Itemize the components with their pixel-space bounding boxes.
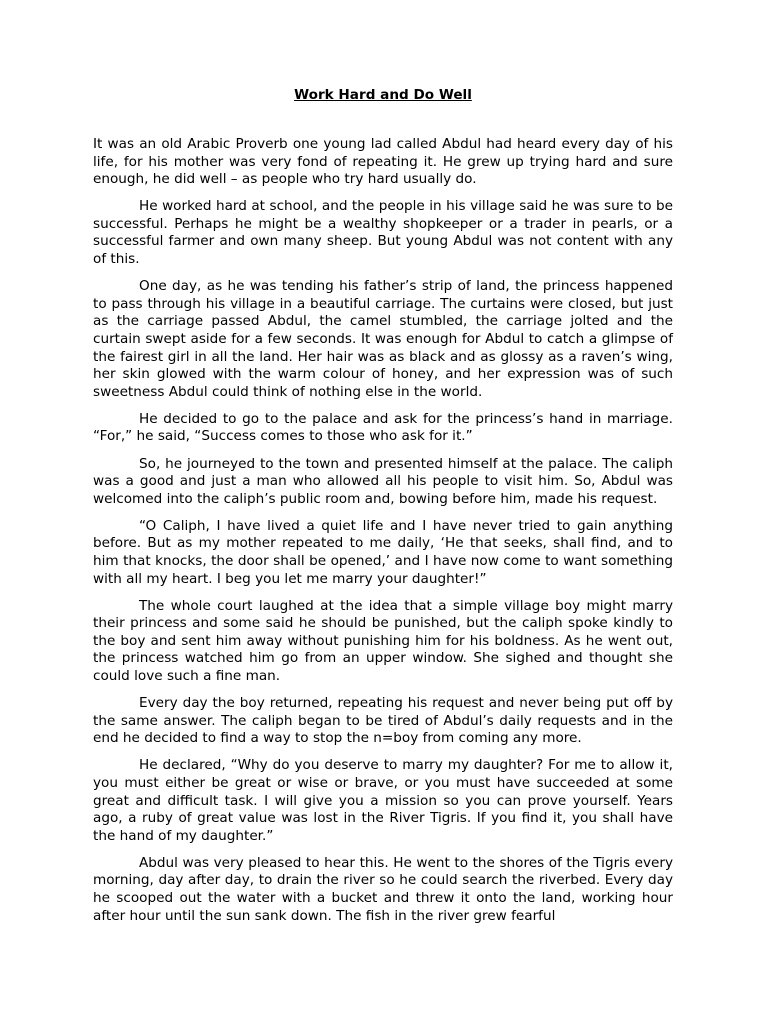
document-title: Work Hard and Do Well: [294, 87, 472, 103]
paragraph: Every day the boy returned, repeating his request and never being put off by the same answer. The caliph began to be tired of Abdul’s daily requests and in the end he decided to find a way to stop the n=boy from coming any more.: [93, 695, 673, 747]
paragraph: “O Caliph, I have lived a quiet life and I have never tried to gain anything before. But as my mother repeated to me daily, ‘He that seeks, shall find, and to him that knocks, the door shall be opened,’ and I have now come to want something with all my heart. I beg you let me marry your daughter!”: [93, 517, 673, 587]
paragraph: One day, as he was tending his father’s strip of land, the princess happened to pass through his village in a beautiful carriage. The curtains were closed, but just as the carriage passed Abdul, the camel stumbled, the carriage jolted and the curtain swept aside for a few seconds. It was enough for Abdul to catch a glimpse of the fairest girl in all the land. Her hair was as black and as glossy as a raven’s wing, her skin glowed with the warm colour of honey, and her expression was of such sweetness Abdul could think of nothing else in the world.: [93, 278, 673, 400]
paragraph: The whole court laughed at the idea that a simple village boy might marry their princess and some said he should be punished, but the caliph spoke kindly to the boy and sent him away without punishing him for his boldness. As he went out, the princess watched him go from an upper window. She sighed and thought she could love such a fine man.: [93, 597, 673, 685]
document-page: [93, 86, 673, 935]
paragraph: He worked hard at school, and the people in his village said he was sure to be successful. Perhaps he might be a wealthy shopkeeper or a trader in pearls, or a successful farmer and own many sheep. But young Abdul was not content with any of this.: [93, 198, 673, 268]
paragraph: So, he journeyed to the town and presented himself at the palace. The caliph was a good and just a man who allowed all his people to visit him. So, Abdul was welcomed into the caliph’s public room and, bowing before him, made his request.: [93, 455, 673, 507]
paragraph: Abdul was very pleased to hear this. He went to the shores of the Tigris every morning, day after day, to drain the river so he could search the riverbed. Every day he scooped out the water with a bucket and threw it onto the land, working hour after hour until the sun sank down. The fish in the river grew fearful: [93, 854, 673, 924]
paragraph: He decided to go to the palace and ask for the princess’s hand in marriage. “For,” he said, “Success comes to those who ask for it.”: [93, 410, 673, 445]
paragraph: It was an old Arabic Proverb one young lad called Abdul had heard every day of his life, for his mother was very fond of repeating it. He grew up trying hard and sure enough, he did well – as people who try hard usually do.: [93, 136, 673, 188]
paragraph: He declared, “Why do you deserve to marry my daughter? For me to allow it, you must either be great or wise or brave, or you must have succeeded at some great and difficult task. I will give you a mission so you can prove yourself. Years ago, a ruby of great value was lost in the River Tigris. If you find it, you shall have the hand of my daughter.”: [93, 757, 673, 844]
